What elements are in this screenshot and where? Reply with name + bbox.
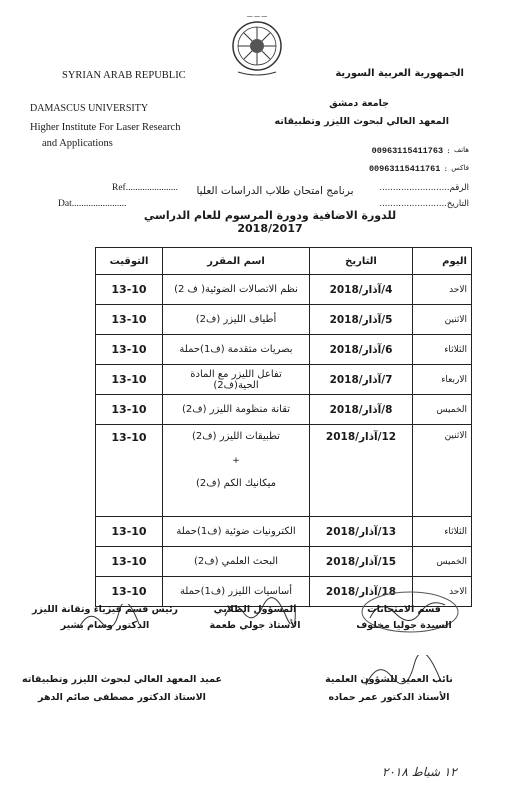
title-line1: برنامج امتحان طلاب الدراسات العليا	[196, 185, 354, 197]
fax-number: 00963115411761	[368, 164, 441, 174]
row-day: الثلاثاء	[413, 335, 472, 365]
date-left: Dat.......................	[58, 199, 127, 209]
row-time: 13-10	[96, 395, 163, 425]
header-time: التوقيت	[96, 248, 163, 275]
exam-schedule-table	[95, 247, 472, 607]
row-time: 13-10	[96, 577, 163, 607]
header-date: التاريخ	[310, 248, 413, 275]
row-day: الثلاثاء	[413, 517, 472, 547]
row-course: أساسيات الليزر (ف1)حملة	[163, 577, 310, 607]
country-en: SYRIAN ARAB REPUBLIC	[62, 70, 186, 81]
header-day: اليوم	[413, 248, 472, 275]
dean-title: عميد المعهد العالي لبحوث الليزر وتطبيقاته	[22, 674, 222, 685]
row-time: 13-10	[96, 305, 163, 335]
row-time: 13-10	[96, 365, 163, 395]
row-course-combined	[163, 425, 310, 517]
row-date: 18/آذار/2018	[310, 577, 413, 607]
row-day: الاثنين	[413, 425, 472, 517]
row-course: تقانة منظومة الليزر (ف2)	[163, 395, 310, 425]
row-date: 8/آذار/2018	[310, 395, 413, 425]
fax-label: فاكس	[451, 164, 469, 172]
university-ar: جامعة دمشق	[329, 98, 389, 109]
row-day: الاثنين	[413, 305, 472, 335]
student-affairs-name: الأستاذ جولي طعمة	[209, 620, 301, 631]
table-row	[96, 275, 472, 305]
institute-en-line2: and Applications	[42, 138, 113, 149]
row-date: 7/آذار/2018	[310, 365, 413, 395]
table-header-row	[96, 248, 472, 275]
fax-line: فاكس : 00963115411761	[368, 164, 469, 174]
row-date: 12/آذار/2018	[310, 425, 413, 517]
vice-dean-name: الأستاذ الدكتور عمر حماده	[328, 692, 450, 703]
exams-name: السيدة جوليا مخلوف	[356, 620, 452, 631]
row-course: تفاعل الليزر مع المادة الحية(ف2)	[163, 365, 310, 395]
row-course: الكترونيات ضوئية (ف1)حملة	[163, 517, 310, 547]
row-course: تطبيقات الليزر (ف2)	[192, 431, 280, 442]
student-affairs-title: المسؤول الطلابي	[213, 604, 297, 615]
table-row	[96, 517, 472, 547]
svg-text:ـــ ـــ ـــ: ـــ ـــ ـــ	[247, 12, 267, 19]
handwritten-date: ١٢ شباط ٢٠١٨	[382, 765, 457, 779]
header-course: اسم المقرر	[163, 248, 310, 275]
institute-ar: المعهد العالي لبحوث الليزر وتطبيقاته	[274, 116, 449, 127]
phone-label: هاتف	[453, 146, 469, 154]
row-course: أطياف الليزر (ف2)	[163, 305, 310, 335]
row-course: نظم الاتصالات الضوئية( ف 2)	[163, 275, 310, 305]
row-date: 4/آذار/2018	[310, 275, 413, 305]
row-course: البحث العلمي (ف2)	[163, 547, 310, 577]
vice-dean-title: نائب العميد للشؤون العلمية	[325, 674, 453, 685]
row-time: 13-10	[96, 547, 163, 577]
country-ar: الجمهورية العربية السورية	[335, 68, 464, 79]
row-course-extra: ميكانيك الكم (ف2)	[195, 478, 277, 489]
university-en: DAMASCUS UNIVERSITY	[30, 103, 149, 114]
row-date: 13/آذار/2018	[310, 517, 413, 547]
table-row	[96, 365, 472, 395]
table-row	[96, 305, 472, 335]
institute-logo	[224, 8, 290, 78]
exams-title: قسم الامتحانات	[367, 604, 441, 615]
date-right: التاريخ.........................	[379, 199, 469, 209]
row-course: بصريات متقدمة (ف1)حملة	[163, 335, 310, 365]
ref-left: Ref......................	[112, 183, 178, 193]
row-time: 13-10	[96, 275, 163, 305]
table-row	[96, 395, 472, 425]
table-row	[96, 547, 472, 577]
row-time: 13-10	[96, 335, 163, 365]
row-day: الاحد	[413, 577, 472, 607]
dept-head-title: رئيس قسم فيزياء وتقانة الليزر	[31, 604, 179, 615]
row-date: 5/آذار/2018	[310, 305, 413, 335]
phone-line: هاتف : 00963115411763	[371, 146, 469, 156]
dept-head-name: الدكتور وسام بشير	[60, 620, 150, 631]
row-date: 15/آذار/2018	[310, 547, 413, 577]
row-time: 13-10	[96, 425, 163, 517]
phone-number: 00963115411763	[371, 146, 444, 156]
row-day: الخميس	[413, 547, 472, 577]
table-row	[96, 335, 472, 365]
title-line2: للدورة الاضافية ودورة المرسوم للعام الدراسي 2018/2017	[143, 209, 397, 235]
dean-name: الاستاذ الدكتور مصطفى صائم الدهر	[38, 692, 206, 703]
course-plus-sign: +	[232, 456, 240, 466]
row-day: الاحد	[413, 275, 472, 305]
row-day: الاربعاء	[413, 365, 472, 395]
row-time: 13-10	[96, 517, 163, 547]
table-row	[96, 425, 472, 517]
ref-right: الرقم..........................	[379, 183, 469, 193]
row-date: 6/آذار/2018	[310, 335, 413, 365]
institute-en-line1: Higher Institute For Laser Research	[30, 122, 181, 133]
row-day: الخميس	[413, 395, 472, 425]
